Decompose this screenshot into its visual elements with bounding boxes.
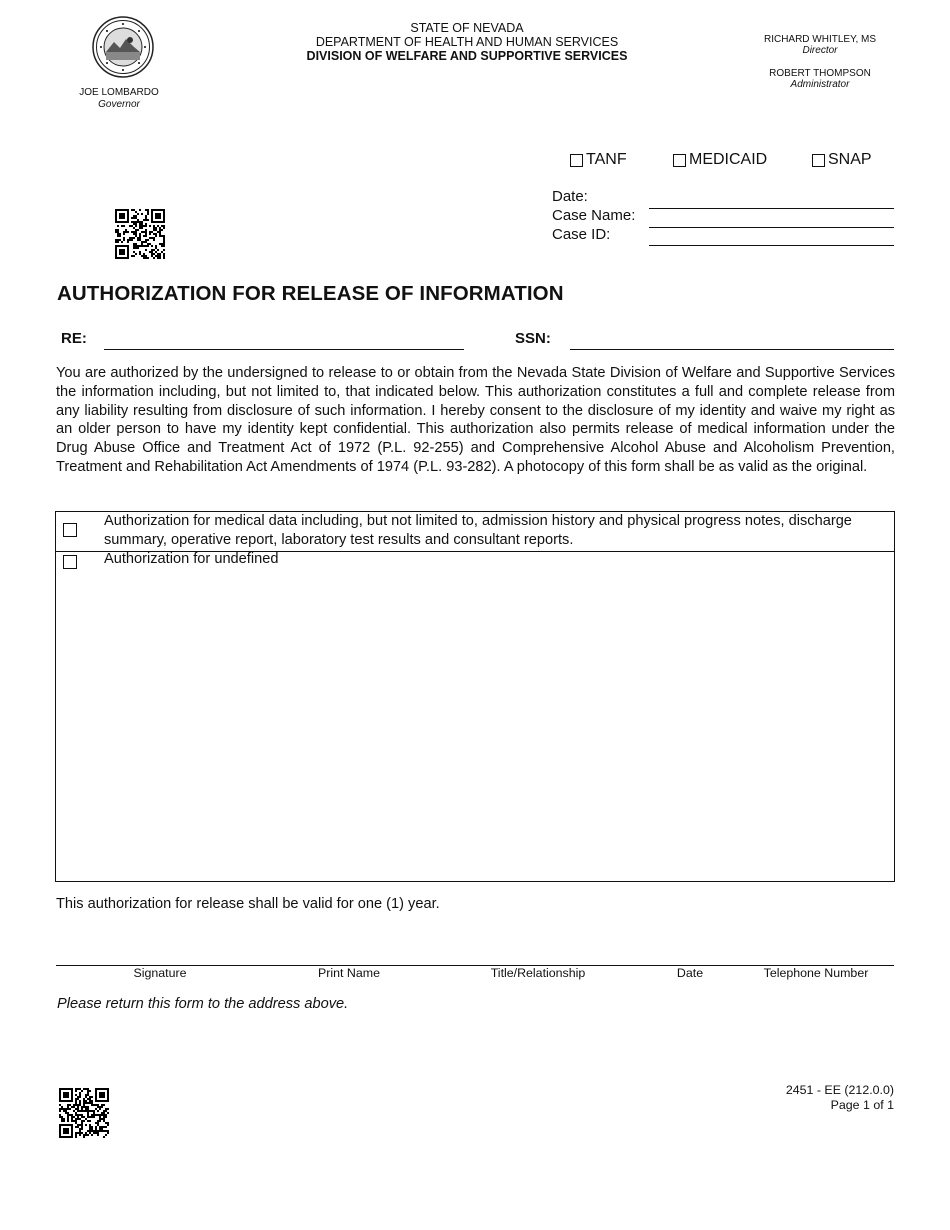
form-title: AUTHORIZATION FOR RELEASE OF INFORMATION [57,282,564,305]
officials-block [752,34,888,90]
authorization-text: Authorization for medical data including, but not limited to, admission history and physical progress notes, discharge summary, operative report, laboratory test results and consultant reports. [104,513,852,548]
state-seal-icon [92,16,154,78]
signature-column-title-relationship: Title/Relationship [490,966,586,980]
date-field[interactable] [649,208,894,209]
department-name: DEPARTMENT OF HEALTH AND HUMAN SERVICES [315,35,619,49]
authorization-body-text: You are authorized by the undersigned to release to or obtain from the Nevada State Division of Welfare and Supportive Services the information including, but not limited to, that indicated below. This authorization constitutes a full and complete release from any liability resulting from disclosure of such information. I hereby consent to the disclosure of my identity and waive my right as an older person to have my identity kept confidential. This authorization also permits release of medical information under the Drug Abuse Office and Treatment Act of 1972 (P.L. 92-255) and Comprehensive Alcohol Abuse and Alcoholism Prevention, Treatment and Rehabilitation Act Amendments of 1974 (P.L. 93-282). A photocopy of this form shall be as valid as the original. [56,365,895,475]
director-name: RICHARD WHITLEY, MS [763,34,877,45]
ssn-label: SSN: [515,330,551,347]
administrator-name: ROBERT THOMPSON [769,68,871,79]
re-field[interactable] [104,349,464,350]
case-id-label: Case ID: [552,226,611,243]
program-label: SNAP [828,151,872,168]
signature-column-date: Date [676,966,704,980]
page-number: Page 1 of 1 [830,1098,894,1112]
return-note: Please return this form to the address above. [57,996,349,1012]
signature-column-telephone: Telephone Number [763,966,869,980]
case-name-field[interactable] [649,227,894,228]
authorization-list [55,511,895,882]
date-label: Date: [552,188,588,205]
governor-title: Governor [98,99,140,110]
administrator-title: Administrator [790,79,850,90]
validity-statement: This authorization for release shall be valid for one (1) year. [56,896,440,912]
director-title: Director [802,45,838,56]
agency-heading [292,21,642,63]
checkbox-icon[interactable] [673,154,686,167]
form-footer [740,1083,894,1113]
division-name: DIVISION OF WELFARE AND SUPPORTIVE SERVICES [306,49,628,63]
signature-column-print-name: Print Name [318,966,380,980]
qr-code-icon [115,209,165,259]
authorization-item-medical [56,512,894,552]
checkbox-icon[interactable] [812,154,825,167]
program-label: TANF [586,151,627,168]
ssn-field[interactable] [570,349,894,350]
form-number: 2451 - EE (212.0.0) [785,1083,894,1097]
program-medicaid[interactable] [673,151,767,169]
program-label: MEDICAID [689,151,768,168]
case-name-label: Case Name: [552,207,636,224]
case-id-field[interactable] [649,245,894,246]
governor-name: JOE LOMBARDO [79,87,159,98]
state-name: STATE OF NEVADA [410,21,524,35]
authorization-text: Authorization for undefined [104,551,279,567]
signature-column-signature: Signature [133,966,187,980]
checkbox-icon[interactable] [63,523,77,537]
re-label: RE: [61,330,87,347]
checkbox-icon[interactable] [570,154,583,167]
checkbox-icon[interactable] [63,555,77,569]
program-snap[interactable] [812,151,872,169]
qr-code-icon [59,1088,109,1138]
program-tanf[interactable] [570,151,627,169]
